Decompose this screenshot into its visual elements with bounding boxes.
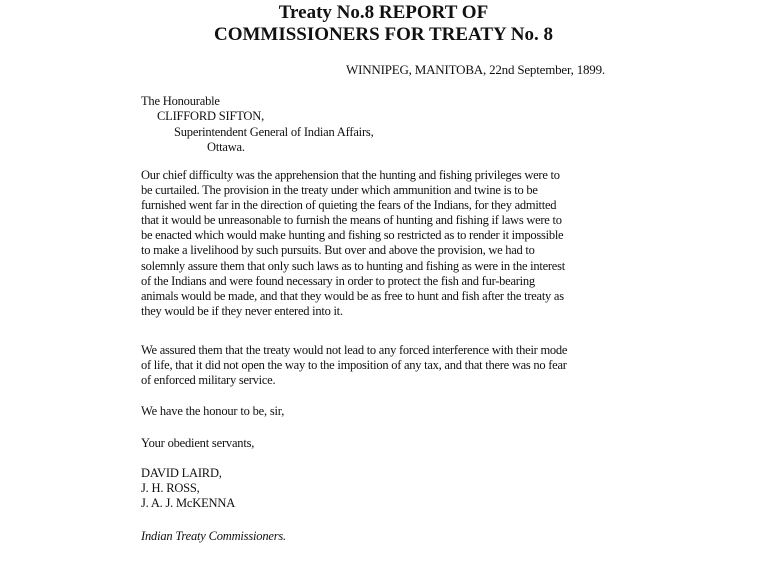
paragraph-line: that it would be unreasonable to furnish the means of hunting and fishing if laws were to [141,213,562,228]
addressee-title: Superintendent General of Indian Affairs, [174,125,374,139]
paragraph-line: of the Indians and were found necessary in order to protect the fish and fur-bearing [141,273,535,288]
addressee-location: Ottawa. [207,140,245,154]
paragraph-line: of enforced military service. [141,373,276,388]
signatories-title: Indian Treaty Commissioners. [141,529,286,543]
body-paragraph-2 [141,343,631,388]
body-paragraph-1 [141,168,631,319]
paragraph-line: to make a livelihood by such pursuits. But over and above the provision, we had to [141,243,535,258]
addressee-name: CLIFFORD SIFTON, [157,109,265,123]
dateline: WINNIPEG, MANITOBA, 22nd September, 1899. [346,62,605,77]
closing-servants: Your obedient servants, [141,436,255,450]
document-title-line-1: Treaty No.8 REPORT OF [278,2,489,23]
paragraph-line: they would be if they never entered into it. [141,303,343,318]
signatory-3: J. A. J. McKENNA [141,496,236,510]
signatory-2: J. H. ROSS, [141,481,200,495]
paragraph-line: of life, that it did not open the way to the imposition of any tax, and that there was no fear [141,358,567,373]
document-title-line-2: COMMISSIONERS FOR TREATY No. 8 [213,24,554,45]
paragraph-line: Our chief difficulty was the apprehension that the hunting and fishing privileges were to [141,168,560,182]
signatory-1: DAVID LAIRD, [141,466,222,480]
addressee-salutation: The Honourable [141,94,220,108]
closing-honour: We have the honour to be, sir, [141,404,285,418]
paragraph-line: animals would be made, and that they would be as free to hunt and fish after the treaty as [141,288,564,303]
paragraph-line: solemnly assure them that only such laws as to hunting and fishing as were in the interest [141,258,565,273]
paragraph-line: be curtailed. The provision in the treaty under which ammunition and twine is to be [141,183,538,198]
paragraph-line: We assured them that the treaty would not lead to any forced interference with their mode [141,343,568,357]
paragraph-line: furnished went far in the direction of quieting the fears of the Indians, for they admitted [141,198,557,213]
paragraph-line: be enacted which would make hunting and fishing so restricted as to render it impossible [141,228,564,243]
